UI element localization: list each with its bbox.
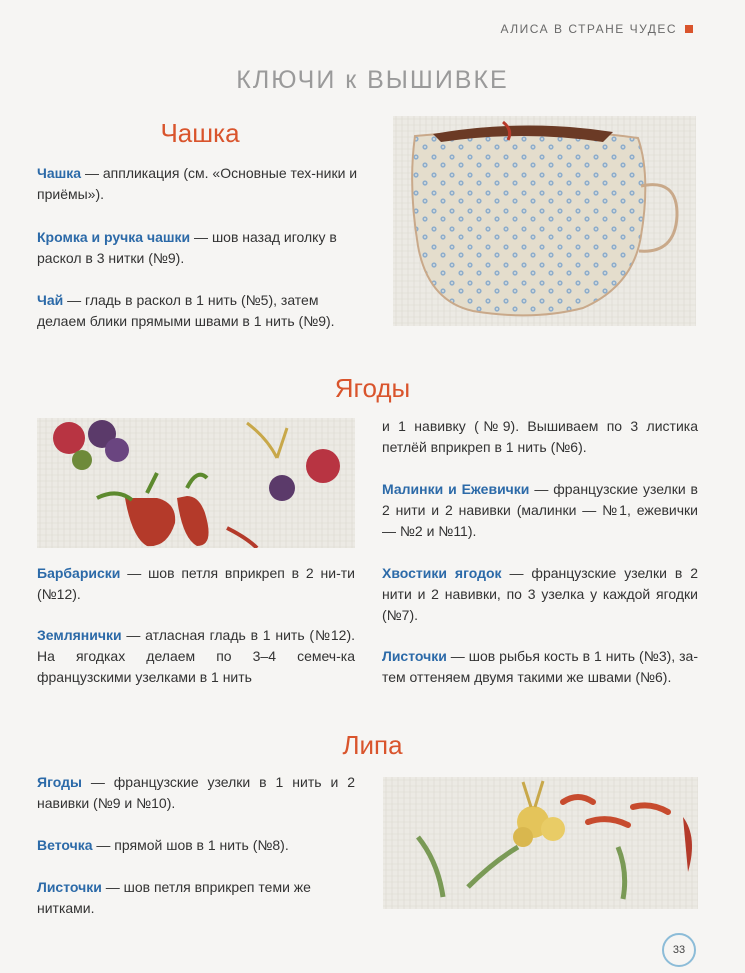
- term: Чай: [37, 292, 64, 308]
- term: Листочки: [37, 879, 102, 895]
- linden-item-2: Веточка — прямой шов в 1 нить (№8).: [37, 837, 289, 853]
- berries-right-item-3: Хвостики ягодок — французские узелки в 2 нити и 2 навивки, по 3 узелка у каждой ягодки (№7).: [382, 565, 698, 623]
- square-bullet-icon: [685, 25, 693, 33]
- linden-item-3: Листочки — шов петля вприкреп теми же нитками.: [37, 879, 311, 916]
- page-title: КЛЮЧИ к ВЫШИВКЕ: [236, 66, 509, 94]
- berries-left-item-1: Барбариски — шов петля вприкреп в 2 ни-ти (№12).: [37, 565, 355, 602]
- cup-item-3: Чай — гладь в раскол в 1 нить (№5), затем делаем блики прямыми швами в 1 нить (№9).: [37, 292, 335, 329]
- section-title-cup: Чашка: [160, 118, 240, 148]
- section-title-berries: Ягоды: [334, 373, 411, 403]
- cup-item-1: Чашка — аппликация (см. «Основные тех-ники и приёмы»).: [37, 165, 358, 202]
- book-title: АЛИСА В СТРАНЕ ЧУДЕС: [500, 22, 677, 36]
- berries-left-item-2: Землянички — атласная гладь в 1 нить (№12). На ягодках делаем по 3–4 семеч-ка французскими узелками в 1 нить: [37, 627, 355, 685]
- section-title-linden: Липа: [342, 730, 403, 760]
- berries-right-item-2: Малинки и Ежевички — французские узелки в 2 нити и 2 навивки (малинки — №1, ежевички — №2 и №11).: [382, 481, 698, 539]
- term: Веточка: [37, 837, 93, 853]
- linden-embroidery-photo: [383, 777, 698, 909]
- page-number: 33: [662, 933, 696, 967]
- term: Малинки и Ежевички: [382, 481, 530, 497]
- cup-embroidery-photo: [393, 116, 696, 326]
- term: Барбариски: [37, 565, 121, 581]
- berries-embroidery-photo: [37, 418, 355, 548]
- berries-right-item-4: Листочки — шов рыбья кость в 1 нить (№3), за-тем оттеняем двумя такими же швами (№6).: [382, 648, 698, 685]
- berries-right-item-1: и 1 навивку (№9). Вышиваем по 3 листика петлёй вприкреп в 1 нить (№6).: [382, 418, 698, 455]
- term: Кромка и ручка чашки: [37, 229, 191, 245]
- linden-item-1: Ягоды — французские узелки в 1 нить и 2 навивки (№9 и №10).: [37, 774, 355, 811]
- term: Ягоды: [37, 774, 82, 790]
- term: Чашка: [37, 165, 82, 181]
- term: Хвостики ягодок: [382, 565, 502, 581]
- cup-item-2: Кромка и ручка чашки — шов назад иголку в раскол в 3 нитки (№9).: [37, 229, 337, 266]
- term: Землянички: [37, 627, 122, 643]
- running-header: [500, 22, 693, 36]
- term: Листочки: [382, 648, 447, 664]
